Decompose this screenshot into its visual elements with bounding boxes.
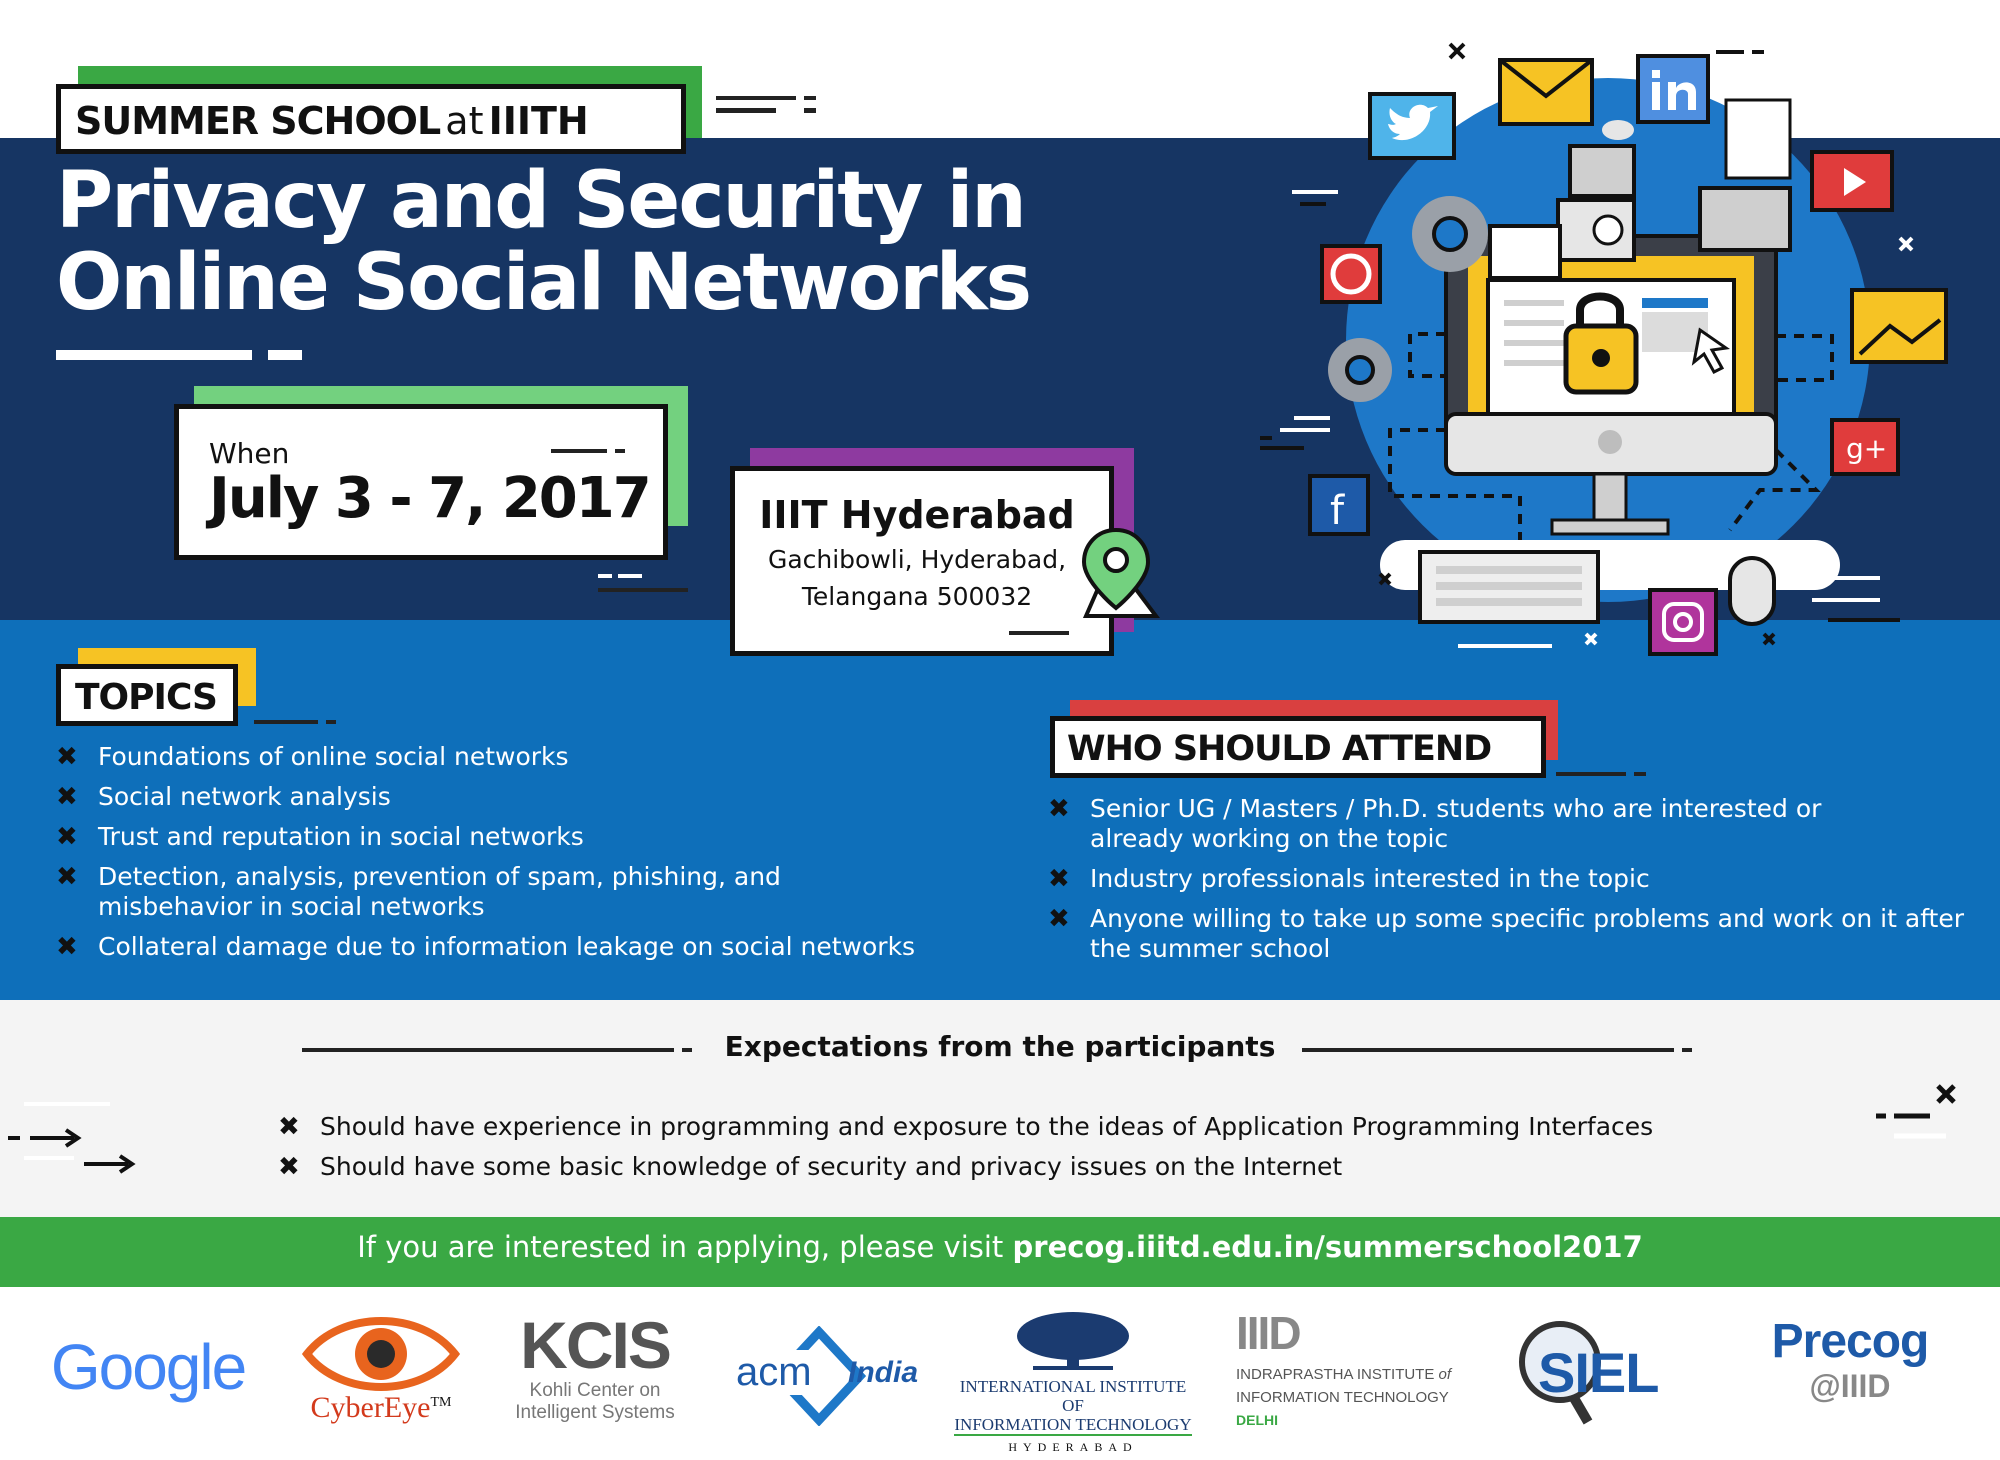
venue-address-2: Telangana 500032 <box>801 582 1033 611</box>
bullet-cross-icon: ✖ <box>278 1112 300 1142</box>
deco-line <box>598 588 688 592</box>
keyboard-icon <box>1380 540 1840 624</box>
list-item: ✖ Anyone willing to take up some specific problems and work on it after the summer school <box>1048 904 1965 963</box>
deco-line <box>598 574 612 578</box>
deco-line <box>804 108 816 113</box>
map-pin-icon <box>1070 526 1162 622</box>
arrows-icon <box>0 1090 140 1180</box>
chat-icon <box>1490 226 1560 278</box>
close-icon <box>1860 1080 1960 1150</box>
list-item: ✖ Senior UG / Masters / Ph.D. students who are interested or already working on the topic <box>1048 794 1822 853</box>
tag-light: at <box>445 99 484 143</box>
deco-line <box>618 574 642 578</box>
deco-line <box>1634 772 1646 776</box>
venue-address-1: Gachibowli, Hyderabad, <box>767 545 1067 574</box>
deco-line <box>682 1048 692 1052</box>
bullet-cross-icon: ✖ <box>56 862 78 892</box>
deco-line <box>302 1048 674 1052</box>
bullet-cross-icon: ✖ <box>56 822 78 852</box>
deco-line <box>615 449 625 453</box>
iiith-logo: INTERNATIONAL INSTITUTE OF INFORMATION TECHNOLOGY HYDERABAD <box>948 1310 1198 1455</box>
deco-line <box>254 720 318 724</box>
image-icon <box>1852 290 1946 362</box>
chat-icon <box>1700 188 1790 250</box>
precog-logo: Precog @IIID <box>1771 1315 1929 1404</box>
kcis-logo: KCIS Kohli Center on Intelligent Systems <box>515 1308 675 1423</box>
tree-icon <box>1013 1310 1133 1372</box>
google-logo: Google <box>50 1331 246 1403</box>
cybereye-tm: TM <box>430 1395 452 1410</box>
topics-list <box>56 742 986 972</box>
venue-box <box>730 466 1114 656</box>
apply-text <box>0 1230 2000 1264</box>
topics-heading: TOPICS <box>75 677 217 718</box>
title-line-1: Privacy and Security in <box>56 156 1025 246</box>
bullet-cross-icon: ✖ <box>278 1152 300 1182</box>
list-item: ✖ Collateral damage due to information leakage on social networks <box>56 932 916 962</box>
title-underline-short <box>268 350 302 360</box>
summer-school-tag <box>56 84 686 154</box>
list-item: ✖ Industry professionals interested in the topic <box>1048 864 1650 894</box>
deco-line <box>1682 1048 1692 1052</box>
when-dates: July 3 - 7, 2017 <box>209 466 650 531</box>
topics-heading-box <box>56 664 238 726</box>
bullet-cross-icon: ✖ <box>1048 904 1070 934</box>
list-item: ✖ Social network analysis <box>56 782 391 812</box>
title-underline <box>56 350 252 360</box>
svg-text:f: f <box>1330 488 1345 534</box>
siel-logo: SIEL <box>1516 1318 1716 1428</box>
iiitd-mark: IIID <box>1236 1307 1300 1359</box>
pinterest-icon <box>1322 246 1380 302</box>
attend-heading: WHO SHOULD ATTEND <box>1067 729 1492 769</box>
eye-icon <box>301 1308 461 1400</box>
deco-line <box>1556 772 1626 776</box>
tag-org: IIITH <box>488 99 589 143</box>
bullet-cross-icon: ✖ <box>56 932 78 962</box>
attend-list <box>1048 794 1965 974</box>
security-illustration <box>1260 30 1960 670</box>
google-plus-icon <box>1832 420 1898 474</box>
apply-link[interactable]: precog.iiitd.edu.in/summerschool2017 <box>1012 1230 1643 1264</box>
svg-text:g+: g+ <box>1846 432 1888 465</box>
iiitd-logo: IIID INDRAPRASTHA INSTITUTE of INFORMATION TECHNOLOGY DELHI <box>1236 1308 1476 1428</box>
bullet-cross-icon: ✖ <box>1048 794 1070 824</box>
linkedin-icon <box>1638 56 1708 122</box>
page-title <box>56 156 1056 328</box>
cybereye-name: CyberEye <box>310 1391 431 1424</box>
list-item: ✖ Should have experience in programming and exposure to the ideas of Application Programming Interfaces <box>278 1112 1654 1142</box>
attend-heading-box <box>1050 716 1546 778</box>
expectations-heading: Expectations from the participants <box>724 1030 1276 1063</box>
facebook-icon <box>1310 476 1368 534</box>
tag-bold: SUMMER SCHOOL <box>75 99 441 143</box>
mail-icon <box>1500 60 1592 124</box>
deco-line <box>716 108 776 113</box>
apply-prefix: If you are interested in applying, please visit <box>357 1230 1004 1264</box>
list-item: ✖ Foundations of online social networks <box>56 742 569 772</box>
bullet-cross-icon: ✖ <box>56 742 78 772</box>
expectations-list <box>278 1112 1778 1192</box>
when-label: When <box>209 437 290 470</box>
deco-line <box>1302 1048 1674 1052</box>
bullet-cross-icon: ✖ <box>1048 864 1070 894</box>
deco-line <box>804 96 816 100</box>
twitter-icon <box>1370 94 1454 158</box>
deco-line <box>716 96 796 100</box>
list-item: ✖ Should have some basic knowledge of security and privacy issues on the Internet <box>278 1152 1343 1182</box>
youtube-icon <box>1812 152 1892 210</box>
venue-name: IIIT Hyderabad <box>759 493 1075 537</box>
when-box <box>174 404 668 560</box>
deco-line <box>551 449 607 453</box>
title-line-2: Online Social Networks <box>56 238 1031 328</box>
deco-line <box>326 720 336 724</box>
deco-line <box>1009 631 1069 635</box>
list-item: ✖ Trust and reputation in social networks <box>56 822 584 852</box>
acm-india-logo: acm India <box>730 1322 930 1422</box>
instagram-icon <box>1650 590 1716 654</box>
document-icon <box>1726 100 1790 178</box>
cybereye-logo <box>296 1308 466 1425</box>
bullet-cross-icon: ✖ <box>56 782 78 812</box>
list-item: ✖ Detection, analysis, prevention of spam, phishing, and misbehavior in social networks <box>56 862 781 921</box>
